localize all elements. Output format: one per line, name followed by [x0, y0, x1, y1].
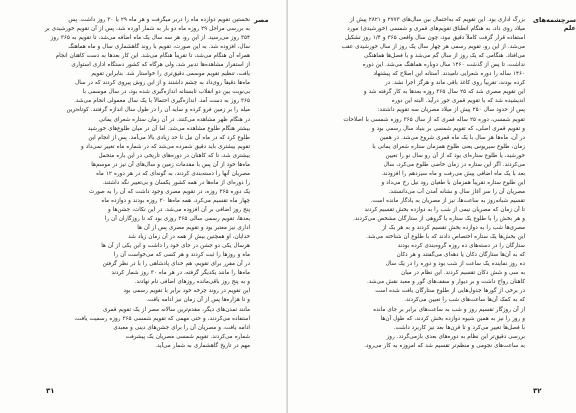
text-line: این تقویم در روند چرخه خود برابر با تقویم رسمی بود — [123, 288, 250, 295]
text-line: با فصل‌ها تغییر می‌کرد و تا قرن‌ها بعد نیز کاربرد داشت. — [393, 324, 525, 331]
text-line: از استقرار مشاهده‌ها تدبیر شد، ولی هرگاه که کشور دستگاه اداری استواری — [71, 62, 250, 69]
text-line: ادامه یافت، و مصریان آن را برای جشن‌های دینی و معبدی — [113, 324, 250, 331]
text-line: بعد با یک ماه اضافی پیش می‌رفت و ماه سیزدهم را افزودند. — [381, 170, 525, 177]
text-line: کرده بودند، تقریباً روی کاغذ باقی ماند و هرگز اجرا نشد. در — [384, 80, 525, 87]
text-line: و تا هزاره‌ها پس از آن زمان نیز ادامه یافت. — [146, 297, 250, 304]
text-line: مصریان آنها را دسته‌بندی کردند، به گونه‌ای که در هر دوره ۱۲ ماه — [96, 170, 250, 177]
text-line: مهم در تاریخ گاهشماری به شمار می‌آید. — [155, 342, 250, 349]
text-line: اداری نیز معتبر بود و تقویم مصری پس از آن ها — [137, 225, 250, 232]
text-line: مصریان آن را سر آغاز سال و نشانه آمدن آب می‌دانستند. — [388, 188, 525, 195]
text-line: ماه و روزها را ثبت کردند و هر کسی که می‌خواست آن را — [113, 252, 250, 259]
text-line: می‌شد. از این رو، تقویم رسمی هر چهار سال یک روز از سال خورشیدی عقب — [341, 44, 525, 51]
text-line: طلوع کرد که در ماه آن نیل تا حد زیادی بالا می‌آمد. پس از انجام این — [88, 134, 250, 141]
text-line: میلاد روی داد، به هنگام انطباق تقویم‌های قمری و شمسی (خورشیدی) مورد — [347, 26, 525, 33]
text-line: نخستین تقویم دوازده ماه را دربر میگرفت و هر ماه ۲۹ یا ۳۰ روز داشت. پس — [68, 17, 250, 23]
text-line: به بررسی مراحل ۲۹ روزه ماه دو بار به شمار آورده شد، پس از آن تقویم خورشیدی بر — [45, 26, 250, 33]
text-line: در هنگام ظهر مشاهده می‌کنند. در آن زمان ستاره شعرای یمانی — [98, 116, 250, 123]
text-line: تقویم بیشتری باید دقیق شمرده می‌شد که در شماره ماه تغییر نمی‌داد و — [80, 143, 250, 150]
text-line: که به آن‌ها ستارگان دکان یا دهه‌ای می‌گفتند و هر دکان — [396, 252, 525, 259]
text-line: خورشید، یا طلوع ستاره‌ای بود که از آن رو سال نو را تعیین — [385, 152, 525, 159]
text-line: بی‌نوبت بین دو انقلاب تابستانه اندازه‌گیری شده بود، در سال موسمی با — [82, 89, 250, 96]
text-line: را دوره‌ای از ماه‌ها در همه کشور یکسان و بی‌تغییر نگه داشتند. — [102, 179, 250, 186]
text-line: و به پنج روز باقی‌مانده روزهای اضافی نام نهادند. — [134, 279, 250, 286]
text-line: زمان، طلوع سیریوس یعنی طلوع همزمان ستاره شعرای یمانی با — [372, 143, 525, 150]
text-line: بعدها، تقویم رسمی سالی ۳۶۵ روزی بود که تا روزگاران آن را — [104, 216, 250, 223]
text-line: چهار ماه تقسیم می‌کرد، همه ماه‌ها ۳۰ روزه بودند و دوازده ماه — [101, 197, 250, 204]
text-line: تا آن زمان که مصریان نیمی از شب را به دوازده بخش تقسیم کردند — [364, 206, 525, 213]
running-header: سرچشمه‌های علم — [533, 16, 576, 32]
page-body-text — [44, 16, 250, 351]
text-line: یافت، تنظیم تقویم موسمی دقیق‌تری را خواستار شد. بنابراین تقویم — [91, 71, 250, 78]
text-line: شماره می‌کردند. تقویم شمسی مصریان یک پیشرفت — [125, 333, 250, 340]
text-line: ماه‌ها دقیقاً روی‌داد به چشم داشتند و از این روش پیروی کردند که در سال — [75, 80, 250, 87]
text-line: همراه آن هنگام می‌شد، تا تقریباً هنگام می‌شد. این کار بعدها به دست کاهنان انجام — [55, 53, 250, 60]
text-line: ستارگان را در دسته‌های ده روزه گروه‌بندی کرده بودند — [397, 243, 525, 250]
right-page — [288, 0, 576, 413]
text-line: کاهنان رواج داشت و بر دیوار و سقف‌های گور و معبد نقش می‌شد. — [367, 279, 525, 286]
page-number: ۳۲ — [533, 387, 542, 395]
text-line: در برخی از گورها جدول‌هایی از طلوع ستارگان یافت شده است — [375, 288, 525, 295]
text-line: میله را بر زمین فرو کرده و سایه آن را در طول سال اندازه گرفتند. کوتاه‌ترین — [66, 107, 250, 114]
text-line: می‌کردند. اگر این ستاره در زمان خاصی طلوع می‌کرد، سال — [383, 161, 525, 168]
text-line: ماه‌ها را مانند یکدیگر گرفته، در هر ماه ۳۰ روز شمار کردند — [111, 270, 250, 277]
text-line: ۳۶۵ روز به دست آمد. اندازه‌گیری احتمالاً با یک سال معمولی انجام می‌شد. — [74, 98, 250, 105]
running-header: مصر — [254, 16, 269, 24]
text-line: و روز را نیز به همین شیوه دوازده بخش کردند، که طول آن‌ها — [380, 315, 525, 322]
text-line: و تقویم قمری اصلی، که تقویم شمسی بر بنیاد سال رسمی بود و — [371, 125, 525, 132]
text-line: ۳۵۴ روز می‌رسید. از این رو، هر سه سال یک ماه اضافه می‌شد، تا تقویم به ۳۶۵ روز — [50, 35, 250, 42]
text-line: پس‌ از حدود سال ۲۵۰ پیش از میلاد مصریان سه تقویم داشتند: — [377, 107, 525, 114]
text-line: ۱۴۶۰ ساله را دوره شعرایی نامیدند. آستانه این اصلاح که پیشنهاد — [373, 71, 525, 78]
text-line: مانند تمدن‌های دیگر، مقدم‌ترین سالانه مصر از یک تقویم قمری — [103, 306, 250, 313]
text-line: که به کمک آن‌ها ساعت‌های شب را تعیین می‌کردند. — [404, 297, 525, 304]
text-line: استفاده قرار گرفت کاملاً دقیق نبود، چون سال واقعی ۳۶۵ و ۱/۴ روز تشکیل — [345, 35, 525, 42]
text-line: می‌افتاد. هنگامی که یک روز از سال گم می‌شد و با فصل‌ها هماهنگی — [364, 53, 525, 60]
text-line: خدایان، او همچنین بیش از همه در آن زمان زیاد شد — [128, 234, 250, 241]
text-line: به ساعت‌های نجومی و منظم‌تر تقسیم شد که امروزه به کار می‌رود. — [364, 342, 525, 349]
text-line: سال، افزوده شد. به این صورت، تقویم با روند گاهشماری سال و ماه هماهنگ — [68, 44, 250, 51]
text-line: استفاده می‌کردند، و حتی مهمی که تقویم شمسی ۳۶۵ روزه رسمیت یافت، — [74, 315, 250, 322]
text-line: بررسی دقیق‌تر این نظام به دوره‌های بعدی بازمی‌گردد. روز — [386, 333, 525, 340]
text-line: پنج روز اضافی بر آن افزوده می‌شد. در این نکات، جشن‌ها و — [107, 206, 250, 213]
text-line: مصری‌ها شب را به دوازده بخش تقسیم کردند و به هر یک از — [382, 225, 525, 232]
text-line: ده روز نماینده یک ساعت از شب بود و دوره را در یک سال — [385, 261, 525, 268]
text-line: از آن روزگار تقسیم روز و شب به ساعت‌های برابر بر جای مانده — [373, 306, 525, 313]
text-line: و هر بخش را با طلوع یک ستاره یا گروهی از ستارگان مشخص می‌کردند. — [353, 216, 525, 223]
text-line: نداشت، تا پس از گذشت ۱۴۶۰ سال دوباره هماهنگ می‌شد. این دوره — [362, 62, 525, 69]
text-line: در آن، ماه‌ها هر سال با یک ماه قمری شروع می‌شد. در همین — [379, 134, 525, 141]
text-line: در آن مقرر برای تقویم، هم خدای پادشاهی را با در نظر گرفتن — [102, 261, 250, 268]
text-line: به سی و شش دکان تقسیم کردند. این نظام در میان — [401, 270, 525, 277]
page-number: ۳۱ — [46, 387, 55, 395]
text-line: بیشتری شد، تا که کاهنان در دوره‌های تاریخی در این باره متحمل — [98, 152, 250, 159]
text-line: این بخش‌ها یک ستاره اختصاص دادند که با طلوع آن شناخته می‌شد. — [366, 234, 525, 241]
text-line: بیشتر هنگام طلوع مشاهده می‌شد. اما آن در میان طلوع‌های خورشید — [87, 125, 250, 132]
text-line: این طلوع ستاره تقریباً همزمان با طغیان رود نیل رخ می‌داد و — [381, 179, 525, 186]
text-line: ماه‌ها خود از آن پس با مقدمات زمین و سال‌های آن نیز در موسم‌ها — [91, 161, 250, 168]
text-line: بزرگ اداری بود. این تقویم که به‌احتمال بین سال‌های ۲۷۷۳ و ۲۸۲۱ پیش از — [349, 17, 525, 23]
text-line: یک دوره ۳۶۵ روزه، در تقویم مصری وجود داشت که آن را به صورت — [89, 188, 250, 195]
page-body-text — [314, 16, 525, 351]
text-line: اندیشیده شد که با تقویم قمری جور درآید. البته این دوره — [391, 98, 525, 105]
text-line: تقسیم شبانه‌روز به ساعت‌ها، نیز از مصریان به یادگار مانده است. — [370, 197, 525, 204]
text-line: این تقویم مصری شد که ۲۵ سال ۳۶۵ روزه بعدها به کار گرفته شد و — [363, 89, 525, 96]
text-line: هرسال یکی دو جشن در جای خود را داشت و این یکی از آن ها — [101, 243, 250, 250]
text-line: تقویم شمسی، دوره ۲۵ ساله قمری که از سال ۳۶۵ روزه شمسی با اصلاحات — [343, 116, 525, 123]
